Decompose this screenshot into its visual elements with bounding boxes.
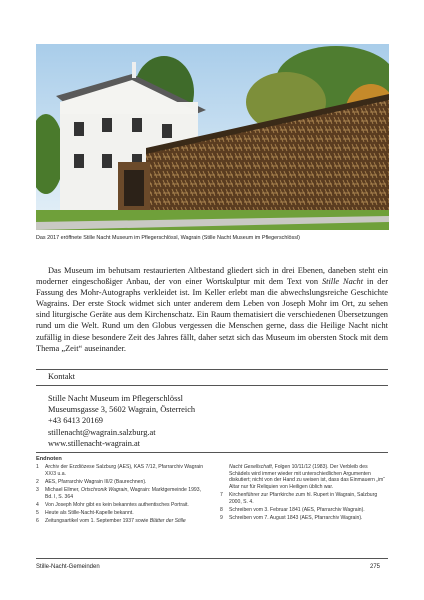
body-text-part: in der Fassung des Mohr-Autographs verkleidet ist. Im Keller erlebt man die abwechslungsreiche Geschichte Wagrains. Der erste Stock widmet sich unter anderem dem Leben von Joseph Mohr im Ort, zu sehen sind liturgische Geräte aus dem Kirchenschatz. Ein Raum thematisiert die verschiedenen Übersetzungen rund um die Welt. Rund um den Globus vergessen die Menschen gerne, dass die Heilige Nacht nicht zufällig in diese besondere Zeit des Jahres fällt, daher setzt sich das Museum im obersten Stock mit dem Thema „Zeit“ auseinander.	[36, 277, 388, 353]
endnote-item	[220, 515, 388, 522]
endnote-item	[36, 518, 204, 525]
endnote-text	[229, 464, 388, 490]
endnote-text-italic: Ortschronik Wagrain	[80, 486, 128, 493]
endnote-text-italic: Blätter der Stille	[149, 518, 186, 525]
endnote-text	[45, 487, 204, 500]
endnote-text: Von Joseph Mohr gibt es kein bekanntes authentisches Portrait.	[45, 501, 189, 508]
endnote-number: 8	[220, 506, 223, 513]
kontakt-top-rule	[36, 369, 388, 370]
endnote-text: Heute als Stille-Nacht-Kapelle bekannt.	[45, 509, 134, 516]
endnote-text	[45, 518, 204, 525]
endnote-number: 4	[36, 501, 39, 508]
endnotes-heading: Endnoten	[36, 456, 62, 462]
endnote-item	[220, 507, 388, 514]
endnote-number: 5	[36, 509, 39, 516]
photo-caption: Das 2017 eröffnete Stille Nacht Museum im Pflegerschlössl, Wagrain (Stille Nacht Museum im Pflegerschlössl)	[36, 235, 300, 241]
endnote-text: Schreiben vom 7. August 1843 (AES, Pfarrarchiv Wagrain).	[229, 514, 363, 521]
endnote-text-italic: Nacht Gesellschaft	[229, 464, 272, 470]
endnotes-rule	[36, 452, 388, 453]
body-text-italic: Stille Nacht	[321, 277, 364, 287]
endnote-item	[36, 510, 204, 517]
endnote-item	[36, 487, 204, 500]
endnote-number-blank	[220, 464, 229, 490]
body-paragraph	[36, 265, 388, 354]
endnote-text: Schreiben vom 3. Februar 1841 (AES, Pfarrarchiv Wagrain).	[229, 506, 365, 513]
endnotes-left-column	[36, 464, 204, 526]
contact-address	[48, 393, 195, 449]
endnote-text: Archiv der Erzdiözese Salzburg (AES), KAS 7/12, Pfarrarchiv Wagrain XX/3 u.a.	[45, 464, 204, 477]
endnote-item	[36, 502, 204, 509]
museum-photo-illustration	[36, 44, 389, 230]
contact-street: Museumsgasse 3, 5602 Wagrain, Österreich	[48, 405, 196, 415]
contact-website[interactable]: www.stillenacht-wagrain.at	[48, 438, 141, 448]
endnotes-right-column	[220, 464, 388, 523]
footer-rule	[36, 558, 388, 559]
endnote-text-part: , Folgen 10/11/12 (1983). Der Verbleib des Schädels wird immer wieder mit unterschiedlichen Argumenten diskutiert; nicht von der Hand zu weisen ist, dass das Einmauern „im“ Altar nur für Reliquien von Heiligen üblich war.	[229, 464, 385, 490]
endnote-text: AES, Pfarrarchiv Wagrain III/2 (Baurechnen).	[45, 478, 147, 485]
endnote-item	[220, 492, 388, 505]
endnote-text-part: , Wagrain: Marktgemeinde 1993, Bd. I, S. 364	[45, 486, 202, 500]
endnote-continuation	[220, 464, 388, 490]
page-number: 275	[370, 564, 381, 570]
endnote-item	[36, 479, 204, 486]
contact-email[interactable]: stillenacht@wagrain.salzburg.at	[48, 427, 156, 437]
endnote-number: 9	[220, 514, 223, 521]
endnote-text-part: Michael Ellmer,	[45, 486, 81, 493]
contact-name: Stille Nacht Museum im Pflegerschlössl	[48, 394, 183, 403]
kontakt-heading: Kontakt	[48, 372, 75, 381]
endnote-text: Kirchenführer zur Pfarrkirche zum hl. Rupert in Wagrain, Salzburg 2000, S. 4.	[229, 491, 378, 505]
endnote-text-part: Zeitungsartikel vom 1. September 1937 sowie	[45, 518, 150, 525]
endnote-number: 1	[36, 464, 39, 470]
museum-photo	[36, 44, 389, 230]
endnote-number: 7	[220, 491, 223, 498]
running-footer-section: Stille-Nacht-Gemeinden	[36, 564, 100, 570]
contact-phone[interactable]: +43 6413 20169	[48, 416, 103, 426]
endnote-number: 3	[36, 486, 39, 493]
kontakt-bottom-rule	[36, 385, 388, 386]
endnote-number: 2	[36, 478, 39, 485]
body-text-part: Das Museum im behutsam restaurierten Altbestand gliedert sich in drei Ebenen, daneben steht ein moderner eingeschoßiger Anbau, der von einer Wortskulptur mit dem Text von	[36, 266, 388, 287]
endnote-item	[36, 464, 204, 477]
endnote-number: 6	[36, 518, 39, 525]
